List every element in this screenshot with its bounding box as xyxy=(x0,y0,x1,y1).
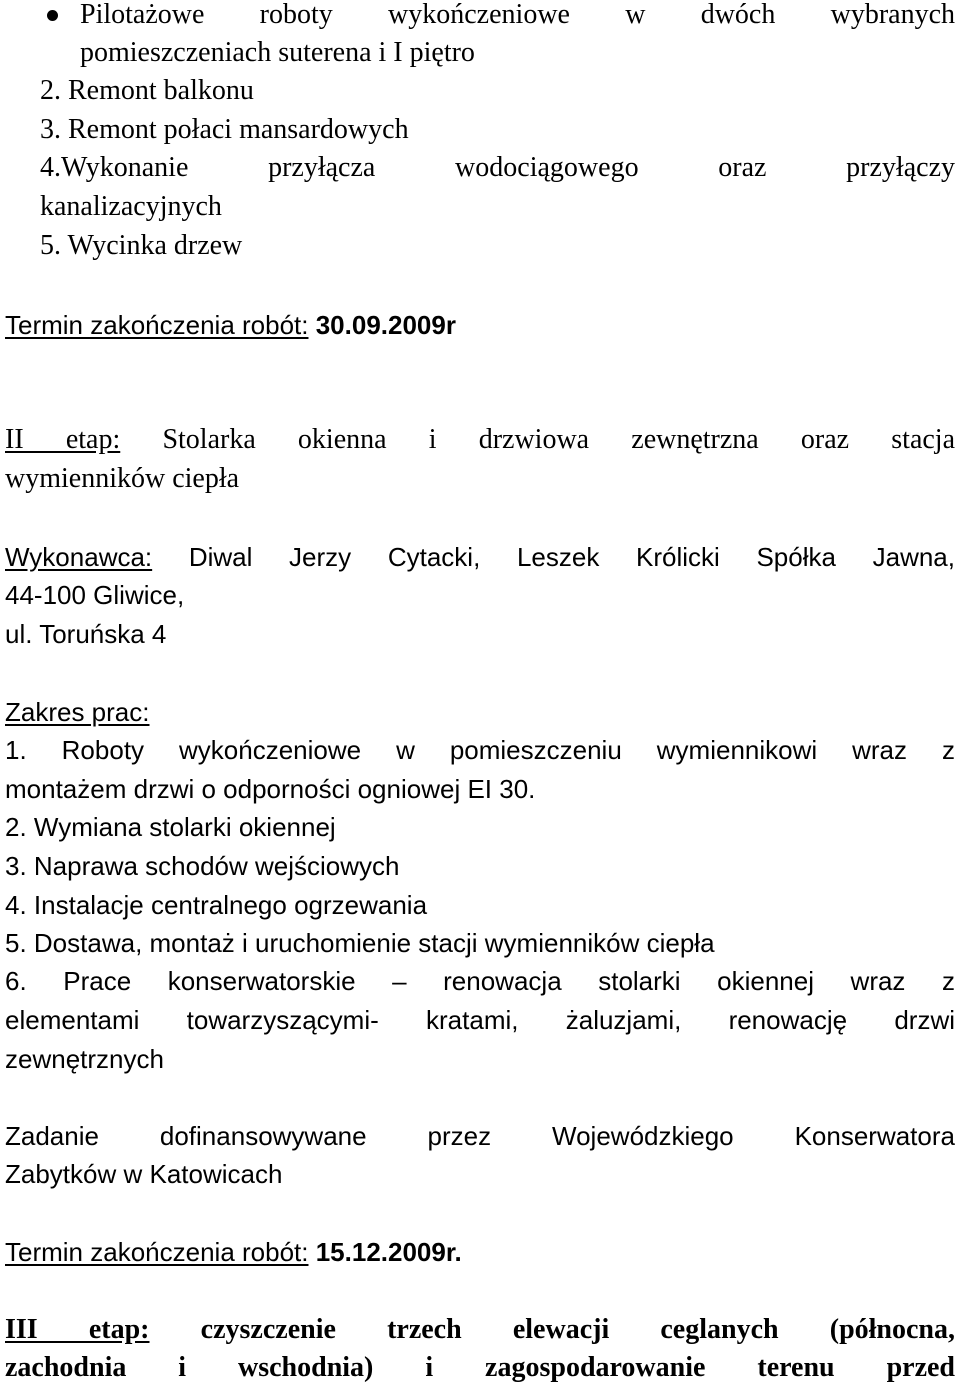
funding-line1: Zadanie dofinansowywane przez Wojewódzkiego Konserwatora xyxy=(5,1121,955,1151)
scope-item-6-line2: elementami towarzyszącymi- kratami, żaluzjami, renowację drzwi xyxy=(5,1005,955,1035)
scope-item-1-line1: 1. Roboty wykończeniowe w pomieszczeniu wymiennikowi wraz z xyxy=(5,735,955,765)
stage3-text: czyszczenie trzech elewacji ceglanych (północna, xyxy=(200,1314,955,1345)
stage3-line2: zachodnia i wschodnia) i zagospodarowanie terenu przed xyxy=(5,1352,955,1383)
deadline-value: 30.09.2009r xyxy=(315,310,456,340)
list-item-4-line2: kanalizacyjnych xyxy=(40,191,222,222)
stage2-heading-line1 xyxy=(5,421,955,459)
deadline-label: Termin zakończenia robót: xyxy=(5,310,309,340)
contractor-line3: ul. Toruńska 4 xyxy=(5,619,167,649)
scope-item-4: 4. Instalacje centralnego ogrzewania xyxy=(5,890,428,920)
scope-item-6-line3: zewnętrznych xyxy=(5,1044,164,1074)
scope-item-3: 3. Naprawa schodów wejściowych xyxy=(5,851,400,881)
scope-item-2: 2. Wymiana stolarki okiennej xyxy=(5,812,336,842)
funding-line2: Zabytków w Katowicach xyxy=(5,1159,283,1189)
list-item-bullet-line1: Pilotażowe roboty wykończeniowe w dwóch wybranych xyxy=(80,0,955,30)
list-item-4-line1: 4.Wykonanie przyłącza wodociągowego oraz przyłączy xyxy=(40,152,955,183)
list-item-bullet-line2: pomieszczeniach suterena i I piętro xyxy=(80,37,475,68)
list-item-5: 5. Wycinka drzew xyxy=(40,230,243,261)
stage2-title: Stolarka okienna i drzwiowa zewnętrzna oraz stacja xyxy=(162,424,956,455)
stage3-label: III etap: xyxy=(5,1314,150,1345)
scope-item-1-line2: montażem drzwi o odporności ogniowej EI 30. xyxy=(5,774,536,804)
deadline-label: Termin zakończenia robót: xyxy=(5,1237,309,1267)
stage2-label: II etap: xyxy=(5,424,121,455)
contractor-line2: 44-100 Gliwice, xyxy=(5,580,185,610)
stage1-deadline xyxy=(5,306,955,344)
list-item-3: 3. Remont połaci mansardowych xyxy=(40,114,409,145)
contractor-label: Wykonawca: xyxy=(5,542,153,572)
contractor-name: Diwal Jerzy Cytacki, Leszek Królicki Spółka Jawna, xyxy=(188,542,955,572)
contractor-line1 xyxy=(5,538,955,576)
scope-heading: Zakres prac: xyxy=(5,697,150,727)
list-item-2: 2. Remont balkonu xyxy=(40,75,254,106)
deadline-value: 15.12.2009r. xyxy=(315,1237,462,1267)
scope-item-6-line1: 6. Prace konserwatorskie – renowacja stolarki okiennej wraz z xyxy=(5,966,955,996)
stage2-heading-line2: wymienników ciepła xyxy=(5,463,240,494)
bullet-icon xyxy=(47,10,58,21)
stage2-deadline xyxy=(5,1233,955,1271)
stage3-line1 xyxy=(5,1311,955,1349)
scope-item-5: 5. Dostawa, montaż i uruchomienie stacji wymienników ciepła xyxy=(5,928,715,958)
